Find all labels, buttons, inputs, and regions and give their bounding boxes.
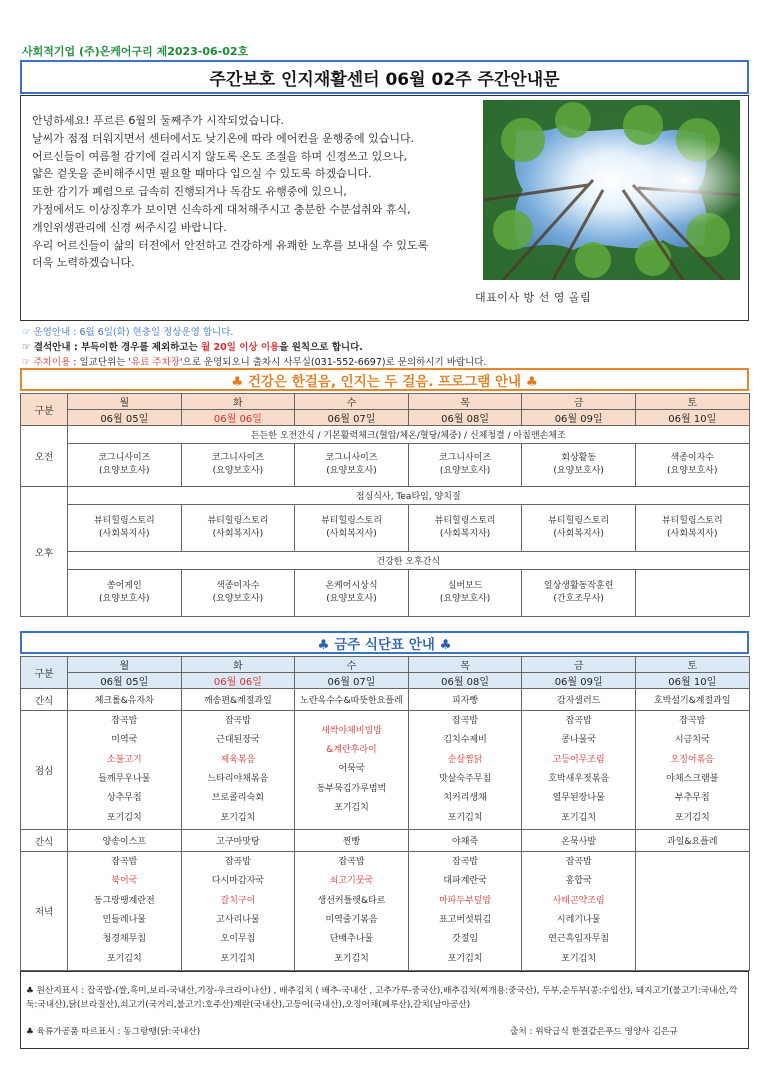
day-header: 목 xyxy=(408,394,522,410)
day-header: 화 xyxy=(181,394,295,410)
menu-cell xyxy=(181,852,295,971)
menu-item: 포기김치 xyxy=(106,812,142,823)
title-box xyxy=(20,60,749,94)
activity-name: 뷰티힐링스토리 xyxy=(93,516,155,526)
snack-pm-label: 간식 xyxy=(21,830,68,852)
intro-line: 날씨가 점점 더워지면서 센터에서도 낮기온에 따라 에어컨을 운행중에 있습니다. xyxy=(32,131,415,145)
program-cell xyxy=(635,505,749,552)
program-cell xyxy=(295,444,409,487)
activity-name: 색종이자수 xyxy=(216,581,260,591)
menu-item: 근대된장국 xyxy=(216,735,260,746)
intro-line: 안녕하세요! 푸르른 6월의 둘째주가 시작되었습니다. xyxy=(32,114,285,127)
day-header: 목 xyxy=(408,657,522,673)
menu-item: 단배추나물 xyxy=(329,934,374,945)
menu-item: &계란후라이 xyxy=(326,745,377,756)
menu-item: 민들레나물 xyxy=(102,915,147,925)
activity-name: 뷰티힐링스토리 xyxy=(321,516,382,526)
day-header: 월 xyxy=(68,394,182,410)
menu-item: 시금치국 xyxy=(674,735,710,746)
menu-item: 포기김치 xyxy=(106,953,142,964)
activity-staff: (요양보호사) xyxy=(553,466,604,476)
menu-item: 브로콜리숙회 xyxy=(211,793,264,804)
activity-name: 뷰티힐링스토리 xyxy=(548,516,610,526)
menu-item: 열무된장나물 xyxy=(552,793,605,804)
meal-table xyxy=(20,656,750,971)
snack-cell: 감자샐러드 xyxy=(522,689,636,711)
menu-item: 호박새우젓볶음 xyxy=(548,774,610,784)
program-cell xyxy=(68,570,182,617)
menu-item: 잡곡밥 xyxy=(565,716,592,727)
afternoon-label: 오후 xyxy=(21,487,68,617)
program-cell xyxy=(68,505,182,552)
activity-staff: (요양보호사) xyxy=(99,594,150,604)
date-header: 06월 10일 xyxy=(635,673,749,689)
notice-absence-prefix: ☞ 결석안내 : 부득이한 경우를 제외하고는 xyxy=(22,342,201,353)
activity-name: 뷰티힐링스토리 xyxy=(661,516,723,526)
day-header: 수 xyxy=(295,657,409,673)
program-cell xyxy=(68,444,182,487)
menu-item: 홍합국 xyxy=(565,876,592,887)
program-cell xyxy=(408,505,522,552)
program-cell xyxy=(181,505,295,552)
menu-item: 잡곡밥 xyxy=(111,716,138,727)
activity-staff: (사회복지사) xyxy=(212,529,264,539)
menu-item: 포기김치 xyxy=(220,812,256,823)
menu-item: 잡곡밥 xyxy=(452,716,479,727)
intro-line: 어르신들이 여름철 감기에 걸리시지 않도록 온도 조절을 하며 신경쓰고 있으나, xyxy=(32,149,407,163)
activity-staff: (요양보호사) xyxy=(99,466,150,476)
lunch-label: 점심 xyxy=(21,711,68,830)
program-cell xyxy=(522,444,636,487)
day-header: 금 xyxy=(522,394,636,410)
snack-cell: 피자빵 xyxy=(408,689,522,711)
menu-item: 청경채무침 xyxy=(102,934,147,945)
activity-staff: (요양보호사) xyxy=(212,594,264,604)
page-title: 주간보호 인지재활센터 06월 02주 주간안내문 xyxy=(209,69,560,90)
menu-item: 제육볶음 xyxy=(220,754,256,765)
menu-item: 들깨무우나물 xyxy=(98,774,151,784)
menu-item: 치커리생채 xyxy=(443,793,487,804)
menu-item: 갓절임 xyxy=(452,934,479,945)
menu-item: 새싹야채비빔밥 xyxy=(321,725,382,736)
menu-item: 미역줄기볶음 xyxy=(325,915,378,925)
program-cell xyxy=(635,570,749,617)
menu-item: 순살찜닭 xyxy=(447,754,483,765)
day-header: 화 xyxy=(181,657,295,673)
snack-cell: 양송이스프 xyxy=(68,830,182,852)
menu-cell xyxy=(295,711,409,830)
corner-label: 구분 xyxy=(21,657,68,689)
menu-item: 맛살숙주무침 xyxy=(438,774,492,784)
program-day-row xyxy=(21,394,750,410)
activity-staff: (사회복지사) xyxy=(326,529,377,539)
snack-cell: 야채죽 xyxy=(408,830,522,852)
activity-staff: (요양보호사) xyxy=(212,466,264,476)
menu-item: 어묵국 xyxy=(338,764,365,775)
program-cell xyxy=(181,444,295,487)
day-header: 토 xyxy=(635,394,749,410)
menu-source: 출처 : 위탁급식 한결같은푸드 영양사 김은규 xyxy=(510,1027,678,1037)
intro-line: 가정에서도 이상징후가 보이면 신속하게 대처해주시고 충분한 수분섭취와 휴식, xyxy=(32,202,411,216)
menu-item: 포기김치 xyxy=(447,953,483,964)
activity-staff: (간호조무사) xyxy=(553,594,604,604)
notice-operation: ☞ 운영안내 : 6월 6일(화) 현충일 정상운영 합니다. xyxy=(22,327,234,338)
day-header: 월 xyxy=(68,657,182,673)
date-header: 06월 06일 xyxy=(181,673,295,689)
activity-staff: (요양보호사) xyxy=(326,466,377,476)
menu-item: 동부묵김가루범벅 xyxy=(316,783,387,794)
menu-item: 갈치구이 xyxy=(220,895,256,906)
menu-cell xyxy=(408,711,522,830)
menu-item: 오징어볶음 xyxy=(670,754,714,765)
notice-absence-suffix: 을 원칙으로 합니다. xyxy=(279,342,363,353)
program-table xyxy=(20,393,750,617)
menu-item: 생선커틀렛&타르 xyxy=(317,895,386,906)
program-heading: ♣ 건강은 한걸음, 인지는 두 걸음. 프로그램 안내 ♣ xyxy=(20,368,749,391)
date-header: 06월 09일 xyxy=(522,673,636,689)
intro-line: 우리 어르신들이 삶의 터전에서 안전하고 건강하게 유쾌한 노후를 보내실 수 있도록 xyxy=(32,238,429,252)
dinner-label: 저녁 xyxy=(21,852,68,971)
menu-item: 잡곡밥 xyxy=(338,857,365,868)
signature: 대표이사 방 선 영 올림 xyxy=(475,291,592,304)
menu-item: 김치수제비 xyxy=(443,735,487,746)
menu-cell xyxy=(522,852,636,971)
menu-item: 대파계란국 xyxy=(443,876,487,887)
notice-absence-highlight: 월 20일 이상 이용 xyxy=(201,342,280,353)
menu-item: 포기김치 xyxy=(447,812,483,823)
date-header: 06월 07일 xyxy=(295,410,409,426)
menu-item: 잡곡밥 xyxy=(679,716,706,727)
menu-item: 잡곡밥 xyxy=(224,716,251,727)
activity-staff: (요양보호사) xyxy=(439,466,491,476)
menu-item: 연근흑임자무침 xyxy=(548,934,610,945)
snack-am-label: 간식 xyxy=(21,689,68,711)
menu-item: 포기김치 xyxy=(561,812,597,823)
menu-item: 미역국 xyxy=(111,735,138,746)
snack-cell: 고구마맛탕 xyxy=(181,830,295,852)
meal-day-row xyxy=(21,657,750,673)
menu-cell xyxy=(68,711,182,830)
snack-cell: 찐빵 xyxy=(295,830,409,852)
menu-item: 다시마감자국 xyxy=(211,876,264,887)
date-header: 06월 10일 xyxy=(635,410,749,426)
menu-cell xyxy=(408,852,522,971)
date-header: 06월 05일 xyxy=(68,410,182,426)
meal-heading: ♣ 금주 식단표 안내 ♣ xyxy=(20,631,749,654)
notice-absence xyxy=(22,339,363,353)
menu-item: 포기김치 xyxy=(220,953,256,964)
menu-item: 시레기나물 xyxy=(556,915,601,925)
menu-item: 잡곡밥 xyxy=(111,857,138,868)
activity-name: 코그니사이즈 xyxy=(325,453,378,463)
activity-name: 회상활동 xyxy=(561,453,597,463)
program-date-row xyxy=(21,410,750,426)
menu-item: 잡곡밥 xyxy=(565,857,592,868)
notice-parking-suffix: '으로 운영되오니 출차시 사무실(031-552-6697)로 문의하시기 바랍니다. xyxy=(179,357,487,368)
origin-notice: ♣ 원산지표시 : 잡곡밥-(쌀,흑미,보리-국내산,기장-우크라이나산) , 배추김치 ( 배추-국내산 , 고추가루-중국산),배추김치(찌개용:중국산), 두부,순두부(콩:수입산), 돼지고기(불고기:국내산,깍둑:국내산),닭(브라질산),쇠고기(국거리,불고기:호주산)계란(국내산),고등어(국내산),오징어채(페루산),갈치(남아공산) xyxy=(26,986,738,1010)
menu-item: 포기김치 xyxy=(561,953,597,964)
morning-routine: 든든한 오전간식 / 기본활력체크(혈압/체온/혈당/체중) / 신체청결 / 아침맨손체조 xyxy=(68,426,750,444)
activity-name: 실버보드 xyxy=(447,581,483,591)
menu-item: 동그랑땡계란전 xyxy=(93,895,155,906)
activity-name: 코그니사이즈 xyxy=(438,453,492,463)
forest-canopy-photo xyxy=(483,100,740,280)
snack-cell: 호박설기&계절과일 xyxy=(635,689,749,711)
intro-message xyxy=(32,112,482,272)
menu-cell xyxy=(68,852,182,971)
menu-cell xyxy=(522,711,636,830)
activity-name: 색종이자수 xyxy=(670,453,714,463)
menu-item: 포기김치 xyxy=(334,802,369,813)
program-cell xyxy=(635,444,749,487)
menu-item: 상추무침 xyxy=(106,793,142,804)
menu-cell xyxy=(635,711,749,830)
menu-item: 느타리야채볶음 xyxy=(207,774,269,784)
activity-staff: (사회복지사) xyxy=(439,529,491,539)
activity-name: 뷰티힐링스토리 xyxy=(207,516,269,526)
program-cell xyxy=(181,570,295,617)
menu-cell xyxy=(635,852,749,971)
snack-cell: 과일&요플레 xyxy=(635,830,749,852)
menu-item: 표고버섯튀김 xyxy=(438,915,492,925)
menu-item: 고등어무조림 xyxy=(552,754,605,765)
activity-name: 일상생활동작훈련 xyxy=(543,581,614,591)
menu-item: 포기김치 xyxy=(334,953,369,964)
intro-line: 또한 감기가 폐렴으로 급속히 진행되거나 독감도 유행중에 있으니, xyxy=(32,185,347,199)
menu-item: 오이무침 xyxy=(220,934,256,945)
activity-name: 코그니사이즈 xyxy=(98,453,151,463)
menu-item: 콩나물국 xyxy=(561,735,597,746)
meal-date-row xyxy=(21,673,750,689)
activity-name: 쏭어게인 xyxy=(106,581,142,591)
menu-item: 잡곡밥 xyxy=(224,857,251,868)
notice-parking-mid: : 일교단위는 ' xyxy=(70,357,132,368)
notice-parking-highlight: 유료 주차장 xyxy=(131,357,180,368)
program-cell xyxy=(295,505,409,552)
menu-cell xyxy=(295,852,409,971)
snack-cell: 온묵사발 xyxy=(522,830,636,852)
lunch-routine: 점심식사, Tea타임, 양치질 xyxy=(68,487,750,505)
menu-item: 고사리나물 xyxy=(216,915,260,925)
program-cell xyxy=(522,505,636,552)
menu-item: 잡곡밥 xyxy=(452,857,479,868)
activity-staff: (요양보호사) xyxy=(439,594,491,604)
program-cell xyxy=(408,444,522,487)
program-cell xyxy=(408,570,522,617)
menu-item: 사태곤약조림 xyxy=(552,895,605,906)
menu-item: 야채스크램블 xyxy=(666,774,719,784)
activity-staff: (사회복지사) xyxy=(667,529,718,539)
date-header: 06월 06일 xyxy=(181,410,295,426)
activity-name: 온케어시상식 xyxy=(325,581,378,591)
document-number: 사회적기업 (주)온케어구리 제2023-06-02호 xyxy=(22,45,249,58)
menu-item: 부추무침 xyxy=(674,793,710,804)
intro-line: 얇은 겉옷을 준비해주시면 필요할 때마다 입으실 수 있도록 하겠습니다. xyxy=(32,167,372,181)
snack-cell: 노란옥수수&따뜻한요플레 xyxy=(295,689,409,711)
activity-name: 뷰티힐링스토리 xyxy=(434,516,496,526)
afternoon-snack-routine: 건강한 오후간식 xyxy=(68,552,750,570)
menu-item: 소불고기 xyxy=(106,754,142,765)
notice-parking-prefix: ☞ 주차이용 xyxy=(22,357,71,368)
snack-cell: 깨송편&계절과일 xyxy=(181,689,295,711)
activity-staff: (요양보호사) xyxy=(667,466,718,476)
day-header: 토 xyxy=(635,657,749,673)
date-header: 06월 09일 xyxy=(522,410,636,426)
intro-line: 더욱 노력하겠습니다. xyxy=(32,256,135,270)
morning-label: 오전 xyxy=(21,426,68,487)
menu-item: 북어국 xyxy=(111,876,138,887)
processed-meat-notice: ♣ 육류가공품 따르표시 : 동그랑땡(닭:국내산) xyxy=(26,1027,201,1037)
snack-cell: 체크롤&유자차 xyxy=(68,689,182,711)
date-header: 06월 08일 xyxy=(408,410,522,426)
menu-cell xyxy=(181,711,295,830)
day-header: 수 xyxy=(295,394,409,410)
date-header: 06월 05일 xyxy=(68,673,182,689)
activity-staff: (사회복지사) xyxy=(553,529,604,539)
program-cell xyxy=(522,570,636,617)
menu-item: 마파두부덮밥 xyxy=(438,895,492,906)
day-header: 금 xyxy=(522,657,636,673)
menu-item: 쇠고기뭇국 xyxy=(329,876,374,887)
activity-staff: (요양보호사) xyxy=(326,594,377,604)
program-cell xyxy=(295,570,409,617)
notice-parking xyxy=(22,354,486,368)
menu-item: 포기김치 xyxy=(674,812,710,823)
date-header: 06월 08일 xyxy=(408,673,522,689)
intro-line: 개인위생관리에 신경 써주시길 바랍니다. xyxy=(32,220,227,234)
activity-staff: (사회복지사) xyxy=(99,529,150,539)
corner-label: 구분 xyxy=(21,394,68,426)
date-header: 06월 07일 xyxy=(295,673,409,689)
activity-name: 코그니사이즈 xyxy=(211,453,264,463)
